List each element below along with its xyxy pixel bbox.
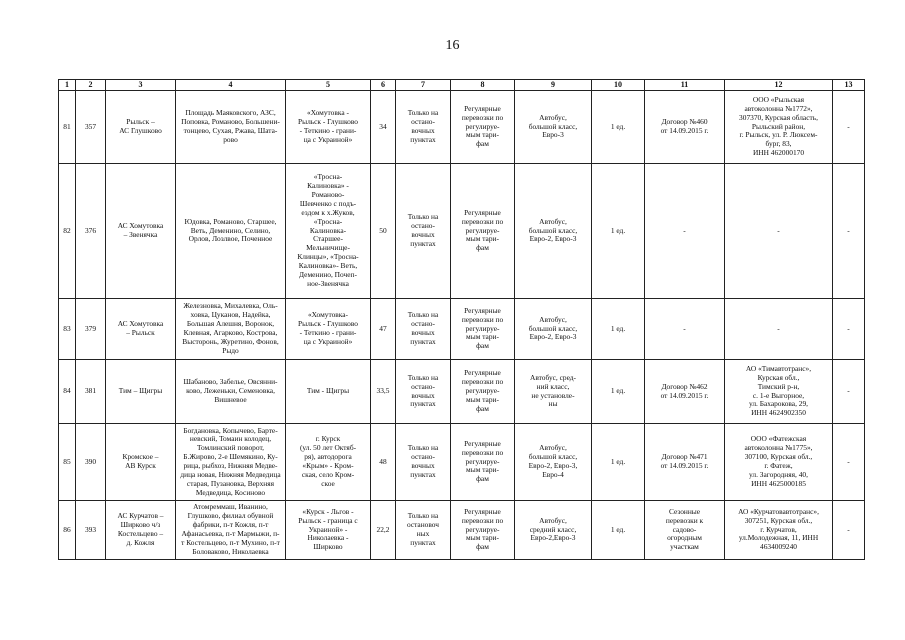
- vehicle-count: 1 ед.: [592, 299, 645, 360]
- vehicle-count: 1 ед.: [592, 424, 645, 501]
- route-length: 48: [371, 424, 396, 501]
- boarding-procedure: Только на остано- вочных пунктах: [396, 164, 451, 299]
- page-number: 16: [445, 38, 460, 53]
- notes: -: [833, 424, 865, 501]
- transport-type: Регулярные перевозки по регулируе- мым тари- фам: [451, 424, 515, 501]
- route-registry-table: [58, 79, 865, 560]
- table-row: [59, 360, 865, 424]
- table-row: [59, 299, 865, 360]
- roads: «Хомутовка - Рыльск - Глушково - Теткино - грани- ца с Украиной»: [286, 91, 371, 164]
- row-index: 85: [59, 424, 76, 501]
- roads: г. Курск (ул. 50 лет Октяб- ря), автодорога «Крым» - Кром- ская, село Кром- ское: [286, 424, 371, 501]
- vehicle-class: Автобус, средний класс, Евро-2,Евро-3: [515, 501, 592, 560]
- vehicle-class: Автобус, большой класс, Евро-2, Евро-3: [515, 299, 592, 360]
- route-name: Кромское – АВ Курск: [106, 424, 176, 501]
- vehicle-count: 1 ед.: [592, 164, 645, 299]
- contract: Договор №462 от 14.09.2015 г.: [645, 360, 725, 424]
- stops-list: Железновка, Михалевка, Оль- ховка, Цуканов, Надейка, Большая Алешня, Воронок, Клевная, Агарково, Кострова, Высторонь, Журетино, Фонов, Рыдо: [176, 299, 286, 360]
- row-index: 81: [59, 91, 76, 164]
- column-header: 10: [592, 80, 645, 91]
- route-name: Тим – Щигры: [106, 360, 176, 424]
- carrier: ООО «Фатежская автоколонна №1775», 307100, Курская обл., г. Фатеж, ул. Загородняя, 40, ИНН 4625000185: [725, 424, 833, 501]
- column-header: 12: [725, 80, 833, 91]
- notes: -: [833, 360, 865, 424]
- stops-list: Шабаново, Забелье, Овсянни- ково, Леженьки, Семеновка, Вишневое: [176, 360, 286, 424]
- vehicle-class: Автобус, сред- ний класс, не установле- ны: [515, 360, 592, 424]
- carrier: АО «Тимавтотранс», Курская обл., Тимский р-н, с. 1-е Выгорное, ул. Бахарокова, 29, ИНН 4624902350: [725, 360, 833, 424]
- row-index: 86: [59, 501, 76, 560]
- route-number: 381: [76, 360, 106, 424]
- column-header: 9: [515, 80, 592, 91]
- carrier: -: [725, 299, 833, 360]
- vehicle-class: Автобус, большой класс, Евро-3: [515, 91, 592, 164]
- transport-type: Регулярные перевозки по регулируе- мым тари- фам: [451, 299, 515, 360]
- boarding-procedure: Только на остано- вочных пунктах: [396, 424, 451, 501]
- roads: «Курск - Льгов - Рыльск - граница с Украиной» - Николаевка - Ширково: [286, 501, 371, 560]
- transport-type: Регулярные перевозки по регулируе- мым тари- фам: [451, 164, 515, 299]
- route-length: 47: [371, 299, 396, 360]
- contract: -: [645, 164, 725, 299]
- vehicle-count: 1 ед.: [592, 360, 645, 424]
- table-row: [59, 91, 865, 164]
- column-header: 2: [76, 80, 106, 91]
- vehicle-count: 1 ед.: [592, 501, 645, 560]
- row-index: 83: [59, 299, 76, 360]
- transport-type: Регулярные перевозки по регулируе- мым тари- фам: [451, 360, 515, 424]
- route-name: АС Курчатов – Ширково ч/з Костельцево – д. Кожля: [106, 501, 176, 560]
- row-index: 82: [59, 164, 76, 299]
- table-row: [59, 164, 865, 299]
- boarding-procedure: Только на остано- вочных пунктах: [396, 299, 451, 360]
- column-header: 11: [645, 80, 725, 91]
- boarding-procedure: Только на остано- вочных пунктах: [396, 360, 451, 424]
- route-number: 357: [76, 91, 106, 164]
- boarding-procedure: Только на остано- вочных пунктах: [396, 91, 451, 164]
- column-header: 8: [451, 80, 515, 91]
- contract: Договор №471 от 14.09.2015 г.: [645, 424, 725, 501]
- vehicle-count: 1 ед.: [592, 91, 645, 164]
- boarding-procedure: Только на остановоч ных пунктах: [396, 501, 451, 560]
- roads: «Хомутовка- Рыльск - Глушково - Теткино - грани- ца с Украиной»: [286, 299, 371, 360]
- column-header: 3: [106, 80, 176, 91]
- notes: -: [833, 164, 865, 299]
- column-header: 13: [833, 80, 865, 91]
- route-length: 33,5: [371, 360, 396, 424]
- column-header: 7: [396, 80, 451, 91]
- contract: Договор №460 от 14.09.2015 г.: [645, 91, 725, 164]
- route-name: АС Хомутовка – Рыльск: [106, 299, 176, 360]
- route-length: 50: [371, 164, 396, 299]
- transport-type: Регулярные перевозки по регулируе- мым тари- фам: [451, 501, 515, 560]
- route-name: Рыльск – АС Глушково: [106, 91, 176, 164]
- route-length: 34: [371, 91, 396, 164]
- notes: -: [833, 501, 865, 560]
- roads: Тим - Щигры: [286, 360, 371, 424]
- route-number: 390: [76, 424, 106, 501]
- carrier: ООО «Рыльская автоколонна №1772», 307370, Курская область, Рыльский район, г. Рыльск, ул. Р. Люксем- бург, 83, ИНН 462000170: [725, 91, 833, 164]
- route-number: 393: [76, 501, 106, 560]
- table-row: [59, 501, 865, 560]
- route-length: 22,2: [371, 501, 396, 560]
- stops-list: Площадь Маяковского, АЗС, Поповка, Романово, Большени- тонцево, Сухая, Ржава, Шата- рово: [176, 91, 286, 164]
- transport-type: Регулярные перевозки по регулируе- мым тари- фам: [451, 91, 515, 164]
- stops-list: Богдановка, Копычево, Барте- невский, Томаин колодец, Томлинский поворот, Б.Жирово, 2-е Шемякино, Ку- рица, рыбхоз, Нижняя Медве- дица новая, Нижняя Медведица старая, Пузановка, Верхняя Медведица, Косиново: [176, 424, 286, 501]
- column-header: 6: [371, 80, 396, 91]
- column-header: 1: [59, 80, 76, 91]
- notes: -: [833, 91, 865, 164]
- column-header: 4: [176, 80, 286, 91]
- stops-list: Атомреммаш, Иванино, Глушково, филиал обувной фабрики, п-т Кожля, п-т Афанасьевка, п-т Мармыжи, п- т Костельцево, п-т Мухино, п-т Боловаково, Николаевка: [176, 501, 286, 560]
- roads: «Тросна- Калиновка» - Романово- Шевченко с подъ- ездом к х.Жуков, «Тросна- Калиновка- Старшее- Мельничище- Клинцы», «Тросна- Калиновка»- Веть, Деменино, Почеп- ное-Звенячка: [286, 164, 371, 299]
- header-row: [59, 80, 865, 91]
- row-index: 84: [59, 360, 76, 424]
- carrier: АО «Курчатовавтотранс», 307251, Курская обл., г. Курчатов, ул.Молодежная, 11, ИНН 4634009240: [725, 501, 833, 560]
- column-header: 5: [286, 80, 371, 91]
- carrier: -: [725, 164, 833, 299]
- contract: -: [645, 299, 725, 360]
- contract: Сезонные перевозки к садово- огородным участкам: [645, 501, 725, 560]
- route-number: 376: [76, 164, 106, 299]
- notes: -: [833, 299, 865, 360]
- vehicle-class: Автобус, большой класс, Евро-2, Евро-3, Евро-4: [515, 424, 592, 501]
- route-name: АС Хомутовка – Звенячка: [106, 164, 176, 299]
- stops-list: Юдовка, Романово, Старшее, Веть, Деменино, Селино, Орлов, Лозлвое, Поченное: [176, 164, 286, 299]
- route-number: 379: [76, 299, 106, 360]
- vehicle-class: Автобус, большой класс, Евро-2, Евро-3: [515, 164, 592, 299]
- table-row: [59, 424, 865, 501]
